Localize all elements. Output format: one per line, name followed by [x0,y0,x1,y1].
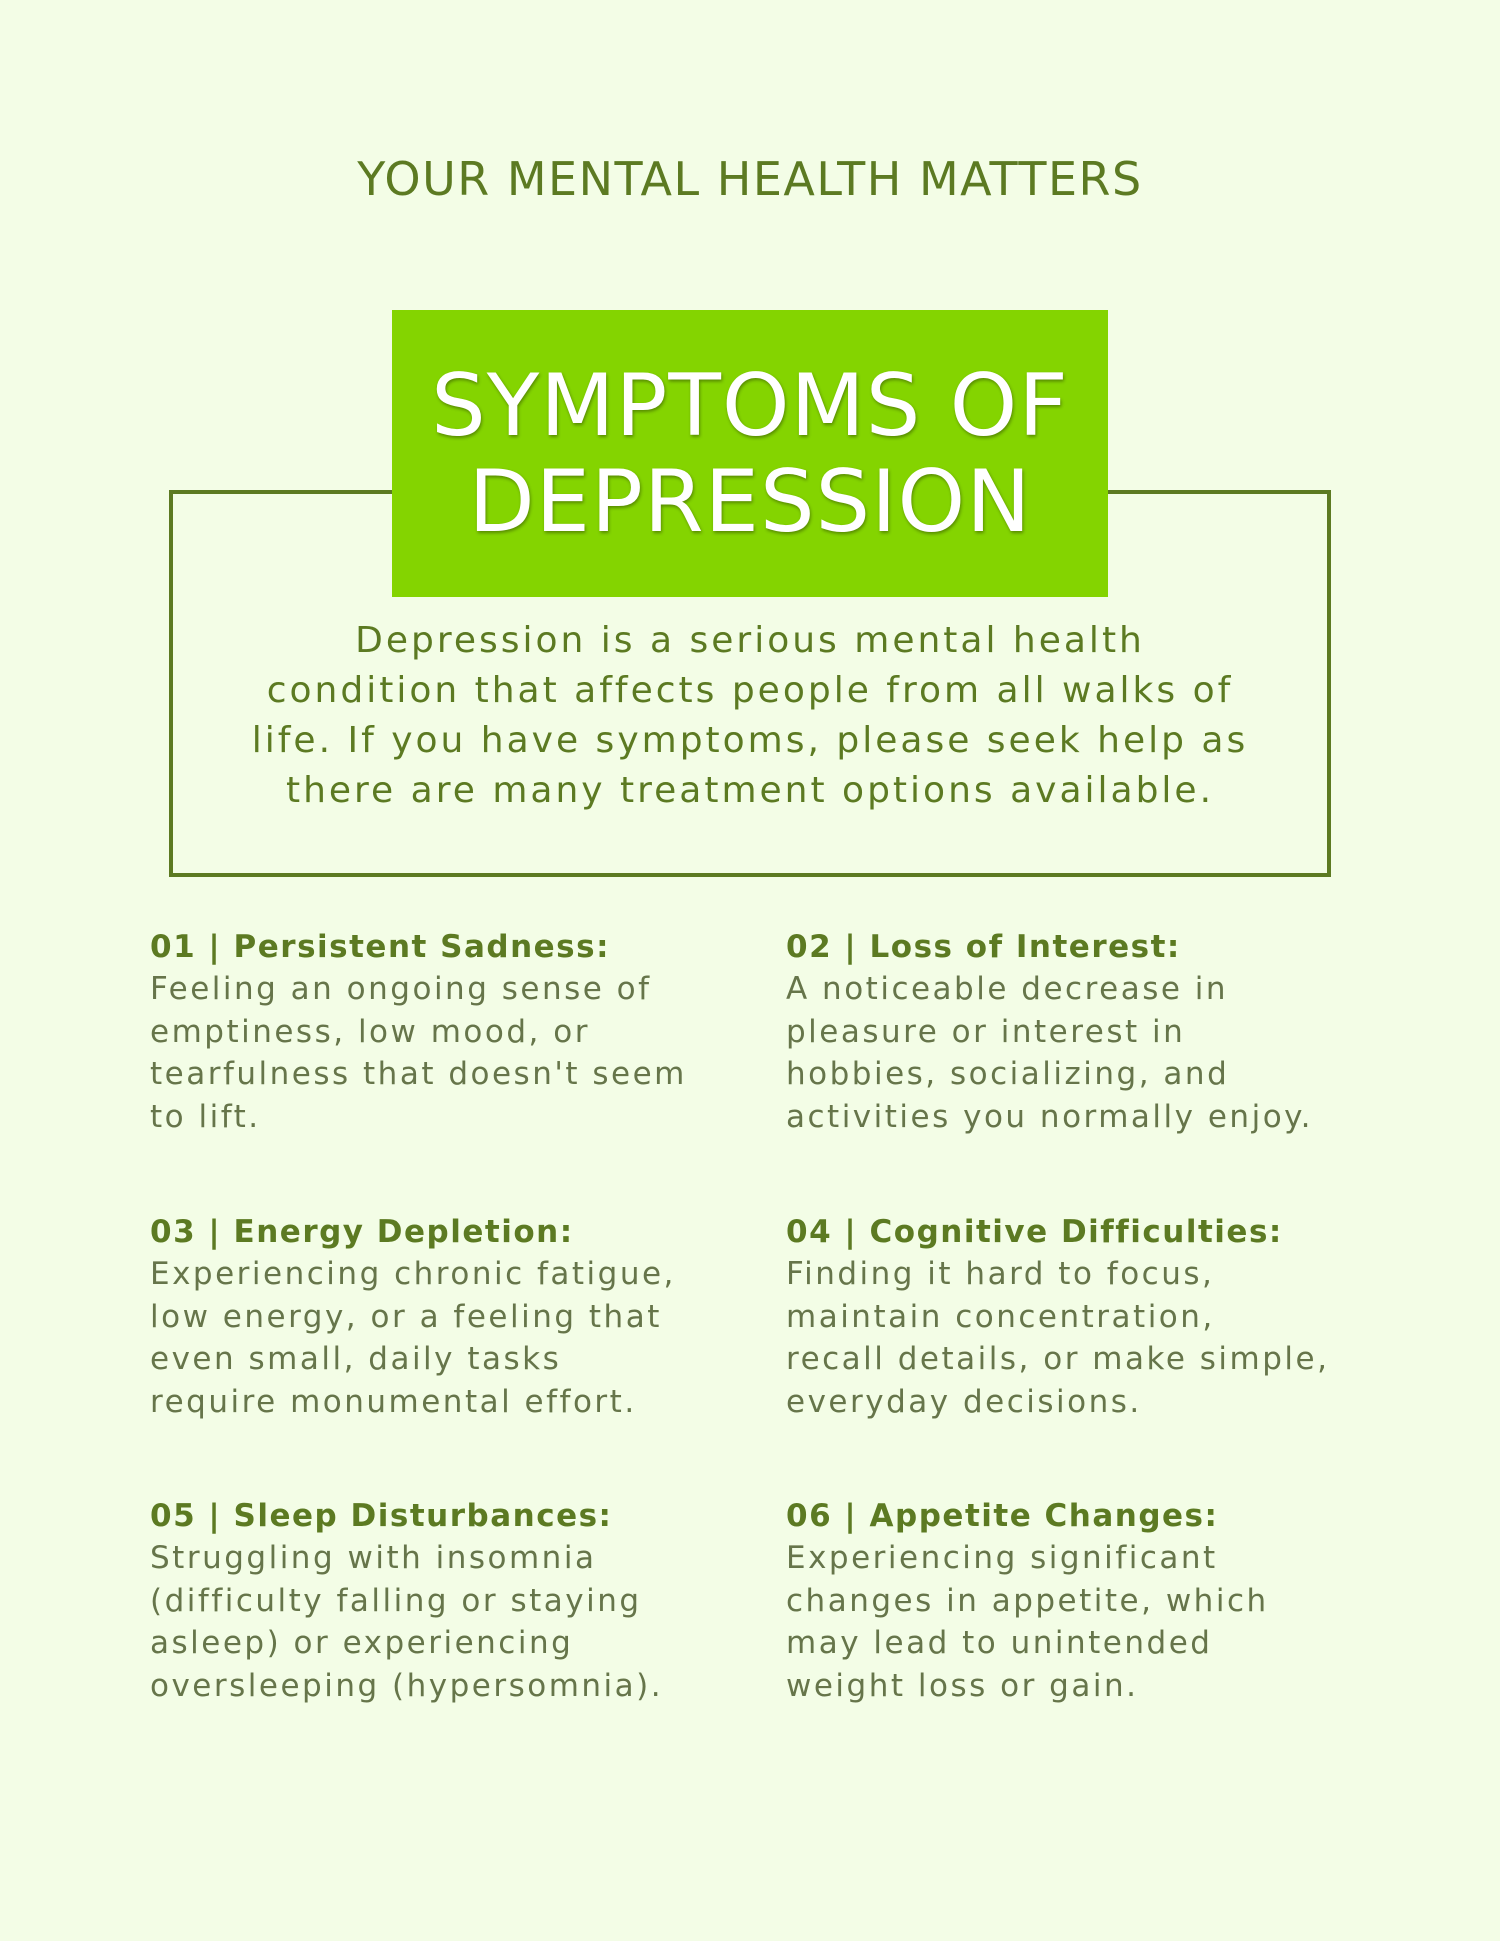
desc-line: oversleeping (hypersomnia). [150,1667,664,1704]
title-line-1: SYMPTOMS OF [431,355,1069,456]
desc-line: may lead to unintended [786,1625,1213,1661]
symptom-heading: 06 | Appetite Changes: [786,1498,1219,1534]
symptom-heading: 03 | Energy Depletion: [150,1214,574,1250]
desc-line: require monumental effort. [150,1383,637,1420]
desc-line: Finding it hard to focus, [786,1256,1215,1292]
desc-line: hobbies, socializing, and [786,1056,1230,1092]
desc-line: even small, daily tasks [150,1341,562,1377]
intro-line: Depression is a serious mental health [355,620,1145,661]
desc-line: Struggling with insomnia [150,1540,597,1576]
intro-line: life. If you have symptoms, please seek help as [251,720,1249,761]
title-line-2: DEPRESSION [468,451,1032,552]
desc-line: changes in appetite, which [786,1582,1269,1619]
symptom-energy-depletion [150,1211,710,1423]
kicker-heading: YOUR MENTAL HEALTH MATTERS [357,152,1143,206]
symptom-description [786,968,1346,1138]
symptom-description [786,1253,1346,1423]
title-banner [392,310,1108,597]
symptom-description [150,1537,710,1707]
symptom-description [150,1253,710,1423]
intro-paragraph [200,616,1300,816]
symptom-appetite-changes [786,1495,1346,1707]
symptom-heading: 01 | Persistent Sadness: [150,929,610,965]
intro-line: there are many treatment options available. [285,770,1215,811]
symptom-description [786,1537,1346,1707]
desc-line: low energy, or a feeling that [150,1298,662,1335]
symptom-persistent-sadness [150,926,710,1138]
desc-line: weight loss or gain. [786,1667,1139,1704]
symptom-loss-of-interest [786,926,1346,1138]
desc-line: pleasure or interest in [786,1013,1186,1050]
desc-line: everyday decisions. [786,1383,1142,1420]
desc-line: asleep) or experiencing [150,1625,574,1661]
desc-line: activities you normally enjoy. [786,1098,1313,1135]
desc-line: maintain concentration, [786,1298,1215,1335]
desc-line: recall details, or make simple, [786,1341,1330,1377]
symptom-description [150,968,710,1138]
desc-line: tearfulness that doesn't seem [150,1056,687,1092]
desc-line: to lift. [150,1098,261,1135]
desc-line: (difficulty falling or staying [150,1582,642,1619]
desc-line: Experiencing significant [786,1540,1218,1576]
symptom-heading: 04 | Cognitive Difficulties: [786,1214,1283,1250]
desc-line: Experiencing chronic fatigue, [150,1256,676,1292]
symptom-sleep-disturbances [150,1495,710,1707]
desc-line: Feeling an ongoing sense of [150,971,652,1007]
symptom-heading: 02 | Loss of Interest: [786,929,1181,965]
symptom-heading: 05 | Sleep Disturbances: [150,1498,613,1534]
symptom-cognitive-difficulties [786,1211,1346,1423]
intro-line: condition that affects people from all walks of [266,670,1234,711]
desc-line: emptiness, low mood, or [150,1013,590,1050]
desc-line: A noticeable decrease in [786,971,1229,1007]
